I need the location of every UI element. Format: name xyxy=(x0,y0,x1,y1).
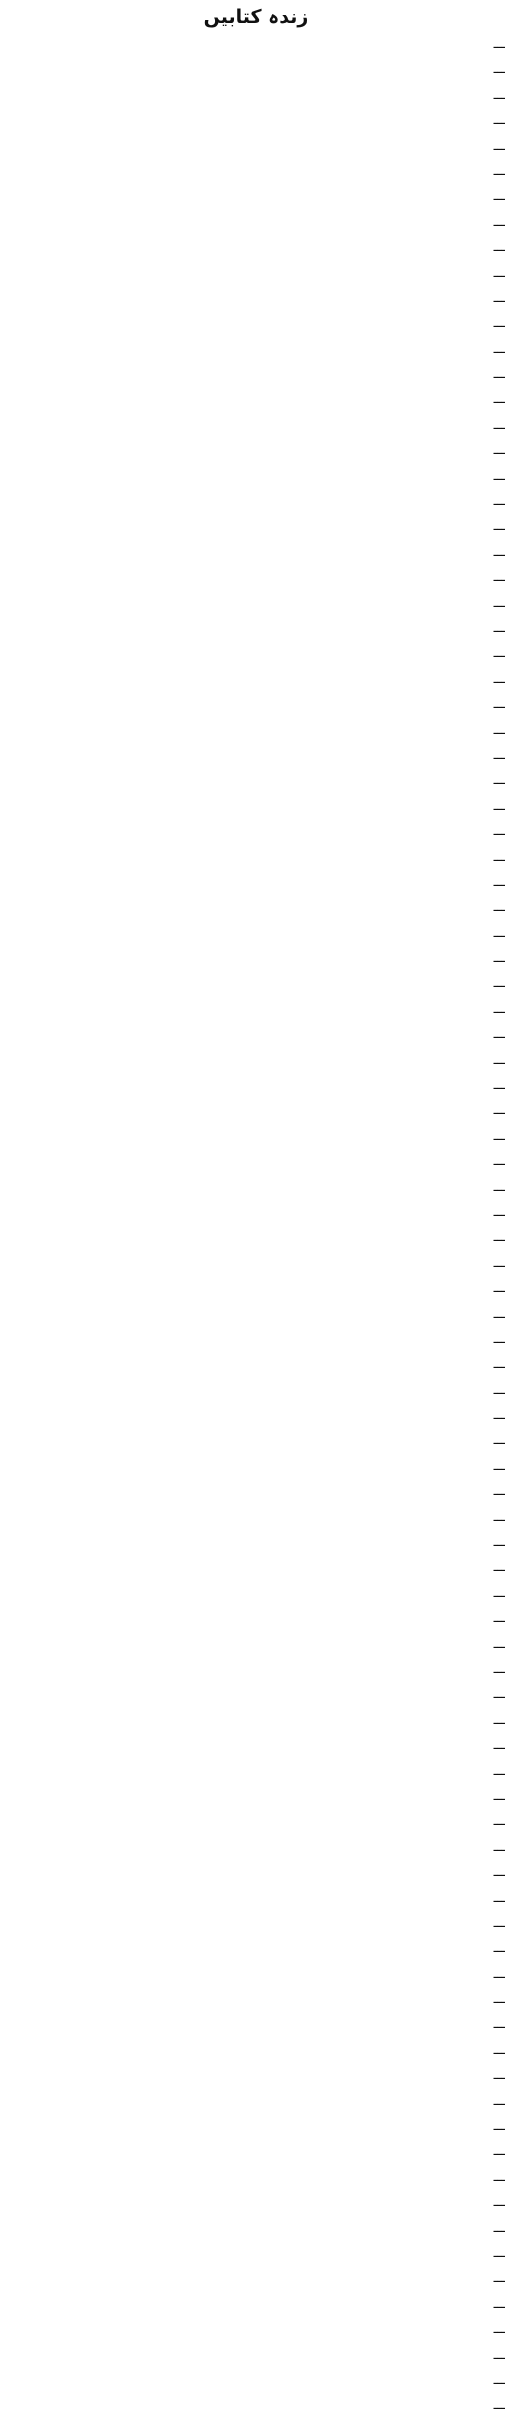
body-line: ـــ xyxy=(493,824,505,840)
body-line: ـــ xyxy=(493,646,505,662)
body-line: ـــ xyxy=(493,1509,505,1525)
body-line: ـــ xyxy=(493,1052,505,1068)
body-line: ـــ xyxy=(493,1103,505,1119)
body-line: ـــ xyxy=(493,773,505,789)
body-line: ـــ xyxy=(493,671,505,687)
body-line: ـــ xyxy=(493,1763,505,1779)
body-line: ـــ xyxy=(493,1560,505,1576)
body-line: ـــ xyxy=(493,2245,505,2261)
body-line: ـــ xyxy=(493,1408,505,1424)
body-line: ـــ xyxy=(493,2195,505,2211)
body-line: ـــ xyxy=(493,189,505,205)
body-line: ـــ xyxy=(493,900,505,916)
body-line: ـــ xyxy=(493,2296,505,2312)
body-line: ـــ xyxy=(493,1382,505,1398)
body-line: ـــ xyxy=(493,1001,505,1017)
body-line: ـــ xyxy=(493,722,505,738)
body-line: ـــ xyxy=(493,1915,505,1931)
body-line: ـــ xyxy=(493,2169,505,2185)
body-line: ـــ xyxy=(493,2372,505,2388)
body-line: ـــ xyxy=(493,519,505,535)
body-line: ـــ xyxy=(493,1204,505,1220)
body-line: ـــ xyxy=(493,2347,505,2363)
body-line: ـــ xyxy=(493,1966,505,1982)
body-line: ـــ xyxy=(493,1788,505,1804)
body-line: ـــ xyxy=(493,951,505,967)
body-line: ـــ xyxy=(493,443,505,459)
body-line: ـــ xyxy=(493,468,505,484)
body-line: ـــ xyxy=(493,1027,505,1043)
body-line: ـــ xyxy=(493,1865,505,1881)
body-line: ـــ xyxy=(493,1154,505,1170)
article-title: زندہ کتابیں xyxy=(203,6,309,28)
article-body xyxy=(7,32,505,2419)
body-line: ـــ xyxy=(493,1484,505,1500)
body-line: ـــ xyxy=(493,240,505,256)
body-line: ـــ xyxy=(493,849,505,865)
body-line: ـــ xyxy=(493,138,505,154)
body-line: ـــ xyxy=(493,1890,505,1906)
body-line: ـــ xyxy=(493,113,505,129)
body-line: ـــ xyxy=(493,925,505,941)
body-line: ـــ xyxy=(493,1535,505,1551)
body-line: ـــ xyxy=(493,163,505,179)
body-line: ـــ xyxy=(493,1611,505,1627)
body-line: ـــ xyxy=(493,1636,505,1652)
body-line: ـــ xyxy=(493,1585,505,1601)
body-line: ـــ xyxy=(493,595,505,611)
body-line: ـــ xyxy=(493,620,505,636)
body-line: ـــ xyxy=(493,697,505,713)
body-line: ـــ xyxy=(493,1941,505,1957)
body-line: ـــ xyxy=(493,265,505,281)
body-line: ـــ xyxy=(493,976,505,992)
body-line: ـــ xyxy=(493,1839,505,1855)
body-line: ـــ xyxy=(493,747,505,763)
body-line: ـــ xyxy=(493,290,505,306)
body-line: ـــ xyxy=(493,1662,505,1677)
body-line: ـــ xyxy=(493,2042,505,2058)
body-line: ـــ xyxy=(493,214,505,230)
body-line: ـــ xyxy=(493,798,505,814)
body-line: ـــ xyxy=(493,1281,505,1297)
body-line: ـــ xyxy=(493,1458,505,1474)
body-line: ـــ xyxy=(493,1738,505,1754)
body-line: ـــ xyxy=(493,1128,505,1144)
body-line: ـــ xyxy=(493,1255,505,1271)
body-line: ـــ xyxy=(493,1078,505,1094)
body-line: ـــ xyxy=(493,1230,505,1246)
body-line: ـــ xyxy=(493,87,505,103)
body-line: ـــ xyxy=(493,570,505,586)
body-line: ـــ xyxy=(493,2119,505,2135)
body-line: ـــ xyxy=(493,417,505,433)
body-line: ـــ xyxy=(493,2068,505,2084)
body-line: ـــ xyxy=(493,1306,505,1322)
body-line: ـــ xyxy=(493,1712,505,1728)
body-line: ـــ xyxy=(493,367,505,383)
body-line: ـــ xyxy=(493,1992,505,2008)
body-line: ـــ xyxy=(493,2220,505,2236)
body-line: ـــ xyxy=(493,392,505,408)
body-line: ـــ xyxy=(493,2017,505,2033)
body-line: ـــ xyxy=(493,544,505,560)
body-line: ـــ xyxy=(493,1357,505,1373)
body-line: ـــ xyxy=(493,62,505,78)
body-line: ـــ xyxy=(493,494,505,510)
body-line: ـــ xyxy=(493,2322,505,2338)
body-line: ـــ xyxy=(493,1179,505,1195)
body-line: ـــ xyxy=(493,2144,505,2160)
body-line: ـــ xyxy=(493,37,505,52)
body-line: ـــ xyxy=(493,1433,505,1449)
body-line: ـــ xyxy=(493,2271,505,2287)
body-line: ـــ xyxy=(493,874,505,890)
body-line: ـــ xyxy=(493,2398,505,2414)
body-line: ـــ xyxy=(493,341,505,357)
body-line: ـــ xyxy=(493,1814,505,1830)
body-line: ـــ xyxy=(493,1687,505,1703)
body-line: ـــ xyxy=(493,2093,505,2109)
body-line: ـــ xyxy=(493,1331,505,1347)
body-line: ـــ xyxy=(493,316,505,332)
